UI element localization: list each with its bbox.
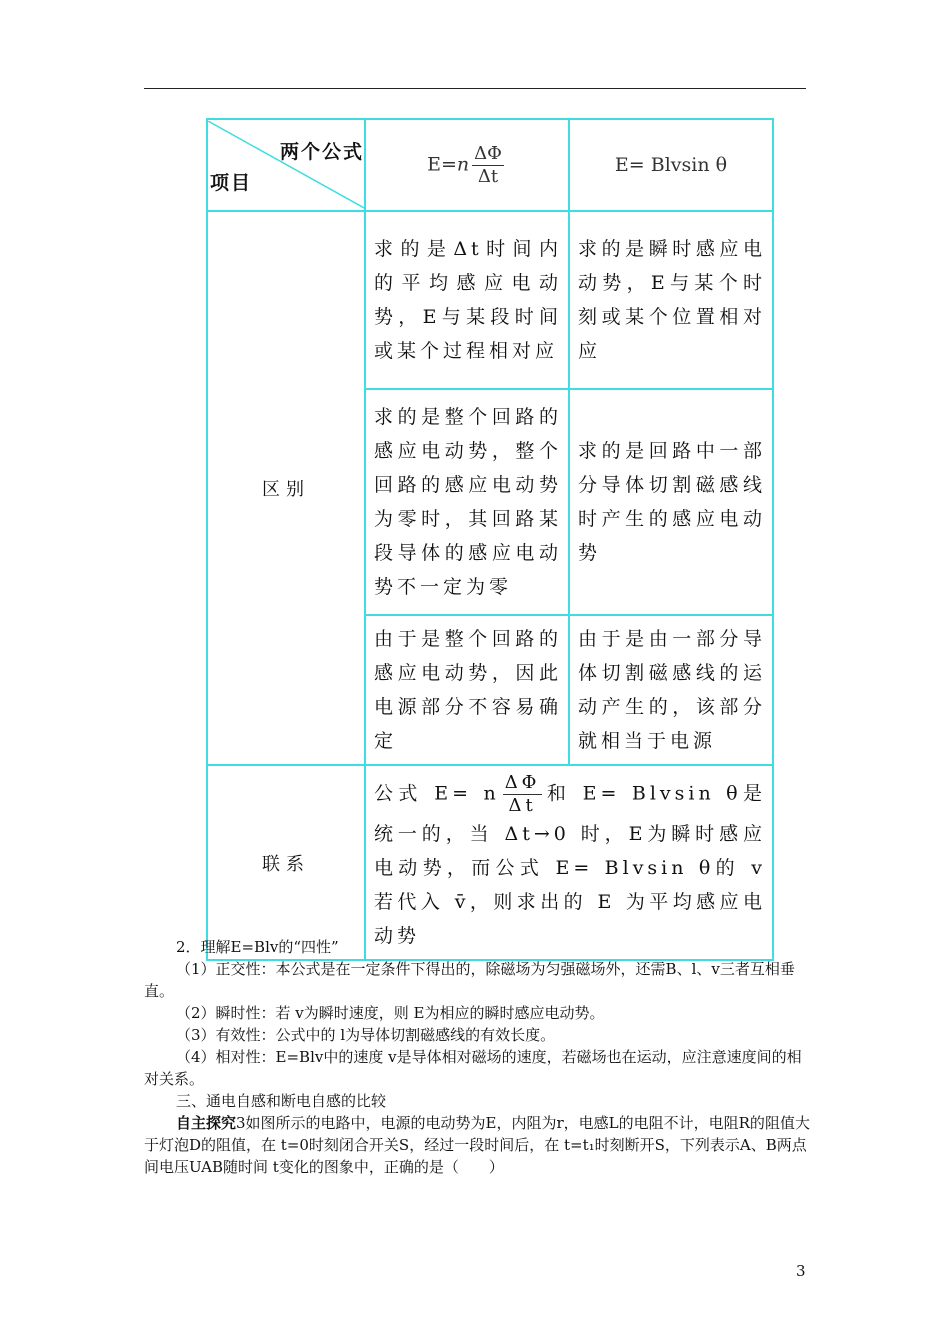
paragraph: （2）瞬时性：若 v为瞬时速度，则 E为相应的瞬时感应电动势。	[176, 1004, 605, 1022]
row-header-connection: 联系	[207, 765, 365, 960]
table-cell: 由于是整个回路的感应电动势，因此电源部分不容易确定	[365, 615, 569, 765]
corner-header-bottom: 项目	[210, 172, 253, 194]
paragraph: （3）有效性：公式中的 l为导体切割磁感线的有效长度。	[176, 1026, 556, 1044]
table-cell: 求的是Δt时间内的平均感应电动势，E与某段时间或某个过程相对应	[365, 211, 569, 389]
diagonal-line	[208, 121, 366, 209]
page-number: 3	[796, 1262, 806, 1280]
connection-cell: 公式 E= n $\frac{\Delta\Phi}{\Delta t}$ 和 E= Blvsin θ是统一的，当 Δt→0 时，E为瞬时感应电动势，而公式 E= Blvsin θ的 v 若代入 v̄，则求出的 E 为平均感应电动势	[365, 765, 773, 960]
table-cell: 求的是整个回路的感应电动势，整个回路的感应电动势为零时，其回路某段导体的感应电动势不一定为零	[365, 389, 569, 615]
corner-cell	[207, 119, 365, 211]
table-cell: 求的是回路中一部分导体切割磁感线时产生的感应电动势	[569, 389, 773, 615]
fraction: $\frac{\Delta\Phi}{\Delta t}$	[474, 142, 502, 187]
section-heading: 三、通电自感和断电自感的比较	[176, 1092, 387, 1110]
paragraph: 2．理解E=Blv的“四性”	[176, 938, 339, 956]
fraction: $\frac{\Delta\Phi}{\Delta t}$	[504, 772, 541, 816]
paragraph: （4）相对性：E=Blv中的速度 v是导体相对磁场的速度，若磁场也在运动，应注意速度间的相对关系。	[144, 1048, 802, 1088]
table-cell: 由于是由一部分导体切割磁感线的运动产生的，该部分就相当于电源	[569, 615, 773, 765]
row-header-difference: 区别	[207, 211, 365, 765]
label-bold: 自主探究	[176, 1114, 237, 1132]
corner-header-top: 两个公式	[279, 141, 364, 163]
comparison-table	[206, 118, 774, 961]
header-rule	[144, 88, 806, 89]
paragraph: （1）正交性：本公式是在一定条件下得出的，除磁场为匀强磁场外，还需B、l、v三者互相垂直。	[144, 960, 795, 1000]
formula-header-1: E=n $\frac{\Delta\Phi}{\Delta t}$	[365, 119, 569, 211]
table-cell: 求的是瞬时感应电动势，E与某个时刻或某个位置相对应	[569, 211, 773, 389]
paragraph: 自主探究3如图所示的电路中，电源的电动势为E，内阻为r，电感L的电阻不计，电阻R的阻值大于灯泡D的阻值，在 t=0时刻闭合开关S，经过一段时间后，在 t=t₁时刻断开S，下列表示A、B两点间电压UAB随时间 t变化的图象中，正确的是（ ）	[144, 1114, 810, 1176]
formula-header-2: E= Blvsin θ	[569, 119, 773, 211]
